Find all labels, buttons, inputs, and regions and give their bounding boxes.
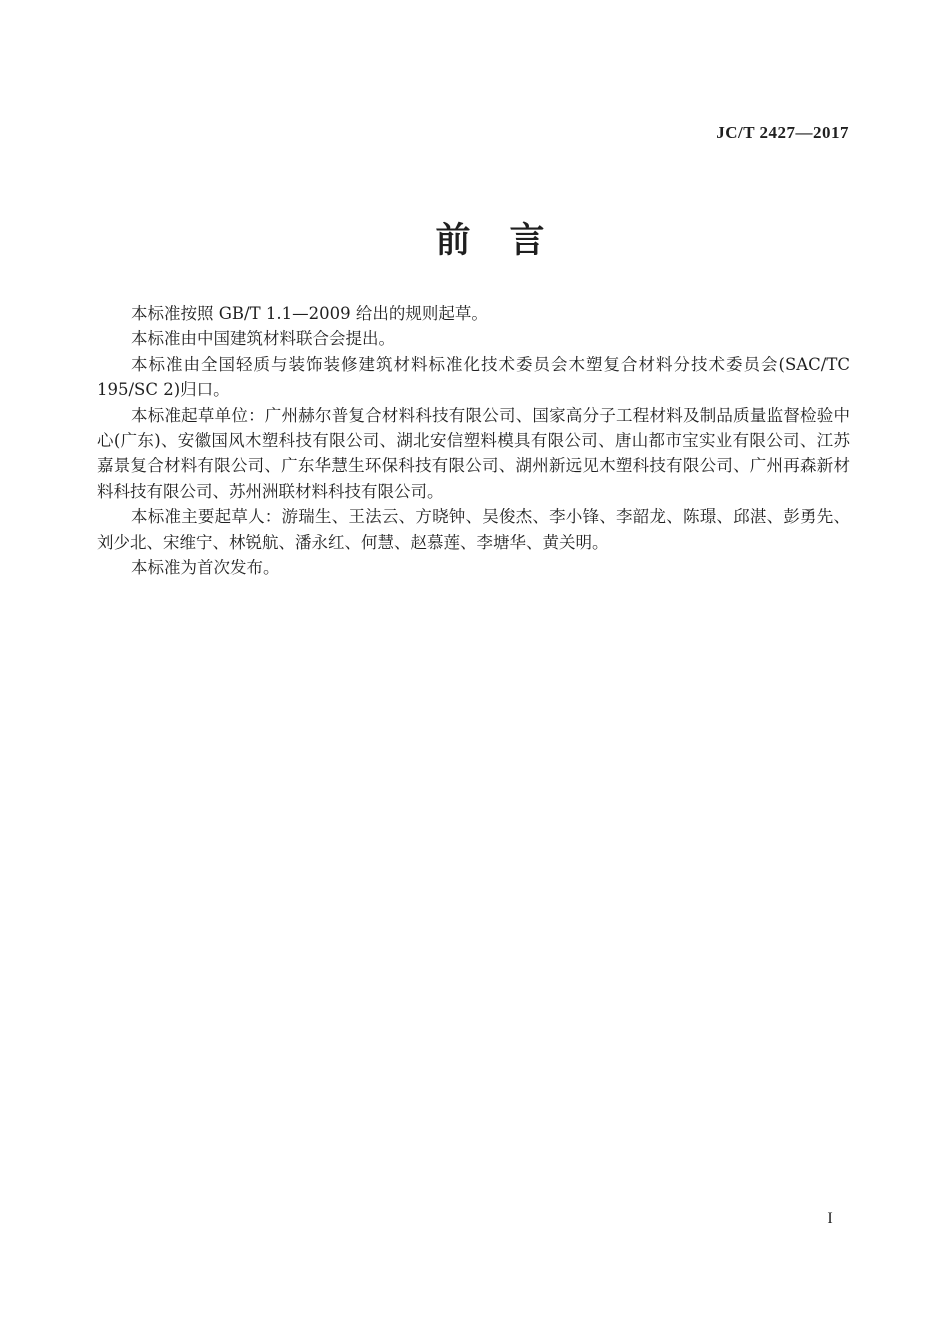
foreword-title: 前 言: [435, 221, 547, 261]
foreword-paragraph-4-line: 本标准起草单位：广州赫尔普复合材料科技有限公司、国家高分子工程材料及制品质量监督检验中: [131, 405, 850, 425]
foreword-paragraph-6-line: 本标准为首次发布。: [131, 558, 280, 578]
foreword-paragraph-1-line: 本标准按照 GB/T 1.1—2009 给出的规则起草。: [131, 304, 488, 323]
standard-code-header: JC/T 2427—2017: [716, 123, 849, 142]
page-number: I: [827, 1210, 833, 1227]
foreword-paragraph-3-line: 195/SC 2)归口。: [97, 380, 230, 400]
foreword-paragraph-2-line: 本标准由中国建筑材料联合会提出。: [131, 329, 395, 349]
foreword-paragraph-4-line: 心(广东)、安徽国风木塑科技有限公司、湖北安信塑料模具有限公司、唐山都市宝实业有限公司、江苏: [97, 431, 850, 451]
foreword-paragraph-4-line: 料科技有限公司、苏州洲联材料科技有限公司。: [97, 481, 444, 501]
foreword-paragraph-4-line: 嘉景复合材料有限公司、广东华慧生环保科技有限公司、湖州新远见木塑科技有限公司、广州再森新材: [97, 456, 850, 476]
foreword-body: [97, 301, 850, 580]
foreword-paragraph-3-line: 本标准由全国轻质与装饰装修建筑材料标准化技术委员会木塑复合材料分技术委员会(SAC/TC: [131, 354, 850, 374]
foreword-paragraph-5-line: 刘少北、宋维宁、林锐航、潘永红、何慧、赵慕莲、李塘华、黄关明。: [97, 532, 609, 552]
foreword-paragraph-5-line: 本标准主要起草人：游瑞生、王法云、方晓钟、吴俊杰、李小锋、李韶龙、陈璟、邱湛、彭勇先、: [131, 507, 850, 527]
